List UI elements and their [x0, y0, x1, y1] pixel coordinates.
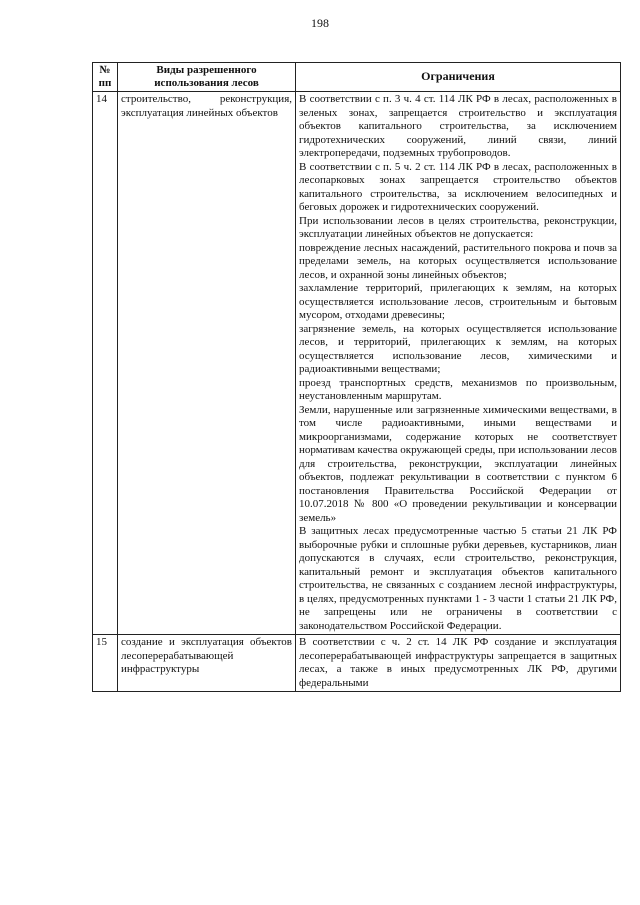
table-row	[93, 92, 621, 635]
row-restrictions	[296, 92, 621, 635]
restriction-paragraph: При использовании лесов в целях строительства, реконструкции, эксплуатации линейных объектов не допускается:	[299, 214, 617, 240]
header-kinds-line2: использования лесов	[154, 77, 259, 89]
header-number-line2: пп	[98, 77, 112, 89]
restrictions-table	[92, 62, 621, 692]
row-kind	[118, 92, 296, 635]
header-kinds	[118, 63, 296, 92]
row-kind-text: строительство, реконструкция, эксплуатация линейных объектов	[121, 93, 292, 119]
header-kinds-line1: Виды разрешенного	[156, 64, 257, 76]
restriction-paragraph: Земли, нарушенные или загрязненные химическими веществами, в том числе радиоактивными, иными веществами и микроорганизмами, содержание которых не соответствует нормативам качества окружающей среды, при использовании лесов для строительства, реконструкции, эксплуатации линейных объектов, подлежат рекультивации в соответствии с пунктом 6 постановления Правительства Российской Федерации от 10.07.2018 № 800 «О проведении рекультивации и консервации земель»	[299, 403, 617, 524]
restriction-paragraph: проезд транспортных средств, механизмов по произвольным, неустановленным маршрутам.	[299, 376, 617, 402]
restriction-paragraph: загрязнение земель, на которых осуществляется использование лесов, и территорий, прилегающих к землям, на которых осуществляется использование лесов, химическими и радиоактивными веществами;	[299, 322, 617, 375]
row-restrictions	[296, 635, 621, 692]
row-number: 14	[93, 92, 118, 635]
row-kind-text: создание и эксплуатация объектов лесоперерабатывающей инфраструктуры	[121, 636, 292, 675]
table-header-row	[93, 63, 621, 92]
row-kind	[118, 635, 296, 692]
page-number: 198	[311, 16, 329, 30]
header-restrictions: Ограничения	[296, 63, 621, 92]
restriction-paragraph: В соответствии с ч. 2 ст. 14 ЛК РФ создание и эксплуатация лесоперерабатывающей инфраструктуры запрещается в защитных лесах, а также в иных предусмотренных ЛК РФ, другими федеральными	[299, 636, 617, 689]
restriction-paragraph: повреждение лесных насаждений, растительного покрова и почв за пределами земель, на которых осуществляется использование лесов, и охранной зоны линейных объектов;	[299, 241, 617, 281]
restriction-paragraph: В защитных лесах предусмотренные частью 5 статьи 21 ЛК РФ выборочные рубки и сплошные рубки деревьев, кустарников, лиан допускаются в случаях, если строительство, реконструкция, капитальный ремонт и эксплуатация объектов капитального строительства, не связанных с созданием лесной инфраструктуры, в целях, предусмотренных пунктами 1 - 3 части 1 статьи 21 ЛК РФ, не запрещены или не ограничены в соответствии с законодательством Российской Федерации.	[299, 525, 617, 632]
header-number-line1: №	[99, 64, 111, 76]
restriction-paragraph: В соответствии с п. 3 ч. 4 ст. 114 ЛК РФ в лесах, расположенных в зеленых зонах, запрещается строительство и эксплуатация объектов капитального строительства, за исключением гидротехнических сооружений, линий связи, линий электропередачи, подземных трубопроводов.	[299, 93, 617, 159]
header-number	[93, 63, 118, 92]
restriction-paragraph: захламление территорий, прилегающих к землям, на которых осуществляется использование лесов, строительным и бытовым мусором, отходами древесины;	[299, 282, 617, 321]
row-number: 15	[93, 635, 118, 692]
restriction-paragraph: В соответствии с п. 5 ч. 2 ст. 114 ЛК РФ в лесах, расположенных в лесопарковых зонах запрещается строительство объектов капитального строительства, за исключением велосипедных и беговых дорожек и гидротехнических сооружений.	[299, 160, 617, 213]
table-row	[93, 635, 621, 692]
